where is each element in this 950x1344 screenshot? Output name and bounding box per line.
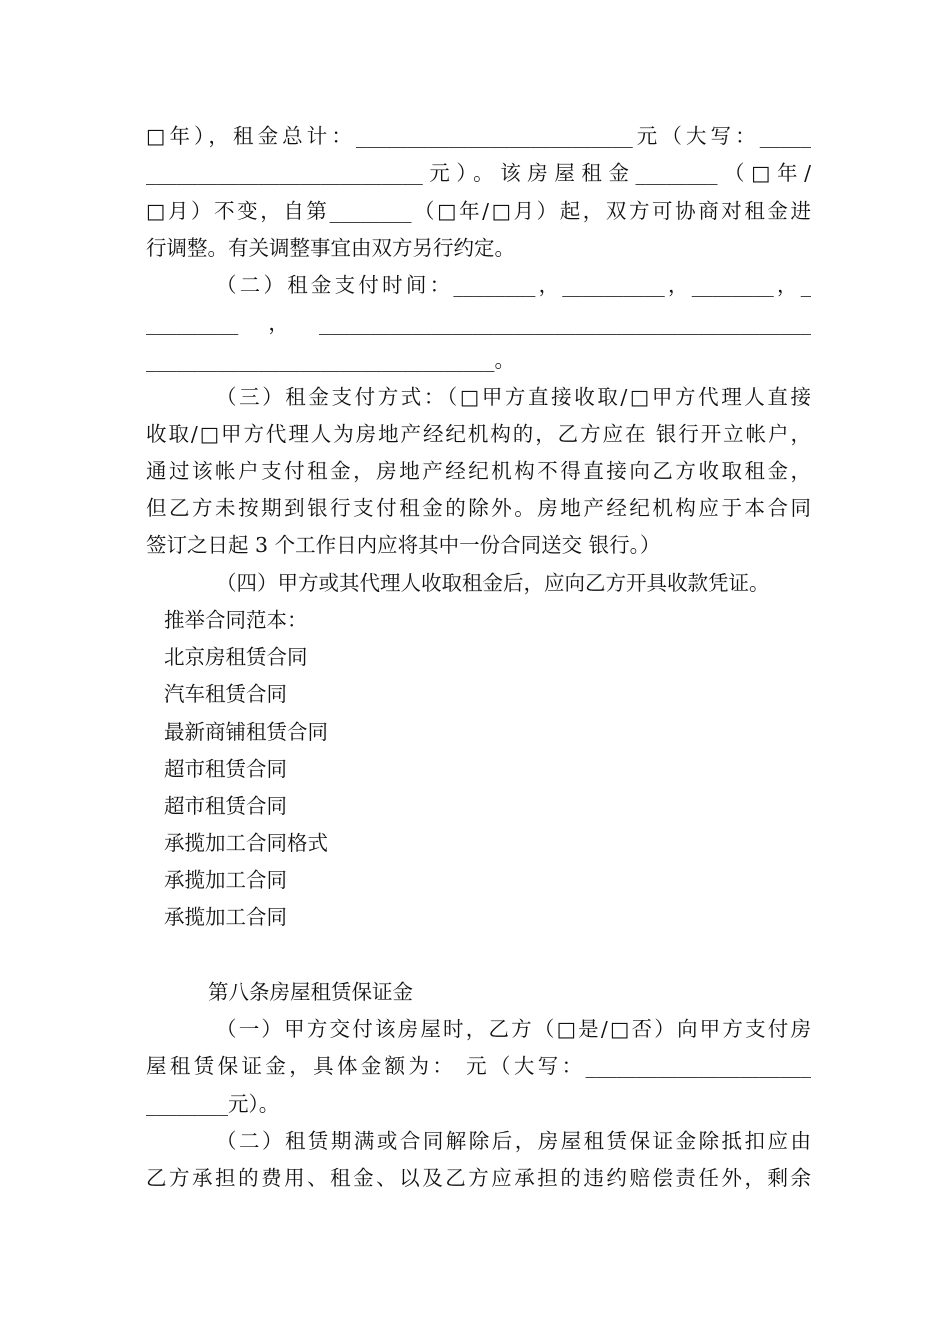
paragraph-line: 但乙方未按期到银行支付租金的除外。房地产经纪机构应于本合同 (146, 496, 811, 520)
paragraph-line: __________________________________。 (146, 348, 515, 372)
paragraph-line: □月）不变，自第________（□年/□月）起，双方可协商对租金进 (146, 199, 811, 223)
recommend-link[interactable]: 超市租赁合同 (164, 757, 287, 781)
paragraph-line: （二）租赁期满或合同解除后，房屋租赁保证金除抵扣应由 (216, 1129, 811, 1153)
section-heading: 第八条房屋租赁保证金 (208, 980, 413, 1004)
recommend-link[interactable]: 承揽加工合同 (164, 868, 287, 892)
paragraph-line: 乙方承担的费用、租金、以及乙方应承担的违约赔偿责任外，剩余 (146, 1166, 811, 1190)
paragraph-line: 通过该帐户支付租金，房地产经纪机构不得直接向乙方收取租金， (146, 459, 811, 483)
recommend-link[interactable]: 汽车租赁合同 (164, 682, 287, 706)
recommend-link[interactable]: 承揽加工合同 (164, 905, 287, 929)
paragraph-line: 行调整。有关调整事宜由双方另行约定。 (146, 236, 515, 260)
recommend-link[interactable]: 最新商铺租赁合同 (164, 720, 328, 744)
paragraph-line: （四）甲方或其代理人收取租金后，应向乙方开具收款凭证。 (216, 571, 770, 595)
paragraph-line: （二）租金支付时间：________，__________，________，_ (216, 273, 811, 297)
paragraph-line: 签订之日起 3 个工作日内应将其中一份合同送交 银行。） (146, 533, 661, 557)
paragraph-line: ___________________________元）。该房屋租金________（□年/ (146, 161, 811, 185)
paragraph-line: 屋租赁保证金，具体金额为： 元（大写：______________________ (146, 1054, 811, 1078)
paragraph-line: 收取/□甲方代理人为房地产经纪机构的，乙方应在 银行开立帐户， (146, 422, 811, 446)
paragraph-line: （三）租金支付方式：（□甲方直接收取/□甲方代理人直接 (216, 385, 811, 409)
recommend-link[interactable]: 超市租赁合同 (164, 794, 287, 818)
recommend-title: 推举合同范本： (164, 608, 308, 632)
paragraph-line: □年），租金总计：___________________________元（大写：_____ (146, 124, 811, 148)
recommend-link[interactable]: 北京房租赁合同 (164, 645, 308, 669)
paragraph-line: ________元）。 (146, 1092, 280, 1116)
recommend-link[interactable]: 承揽加工合同格式 (164, 831, 328, 855)
paragraph-line: （一）甲方交付该房屋时，乙方（□是/□否）向甲方支付房 (216, 1017, 811, 1041)
paragraph-line: _________，________________________________________________ (146, 311, 811, 335)
